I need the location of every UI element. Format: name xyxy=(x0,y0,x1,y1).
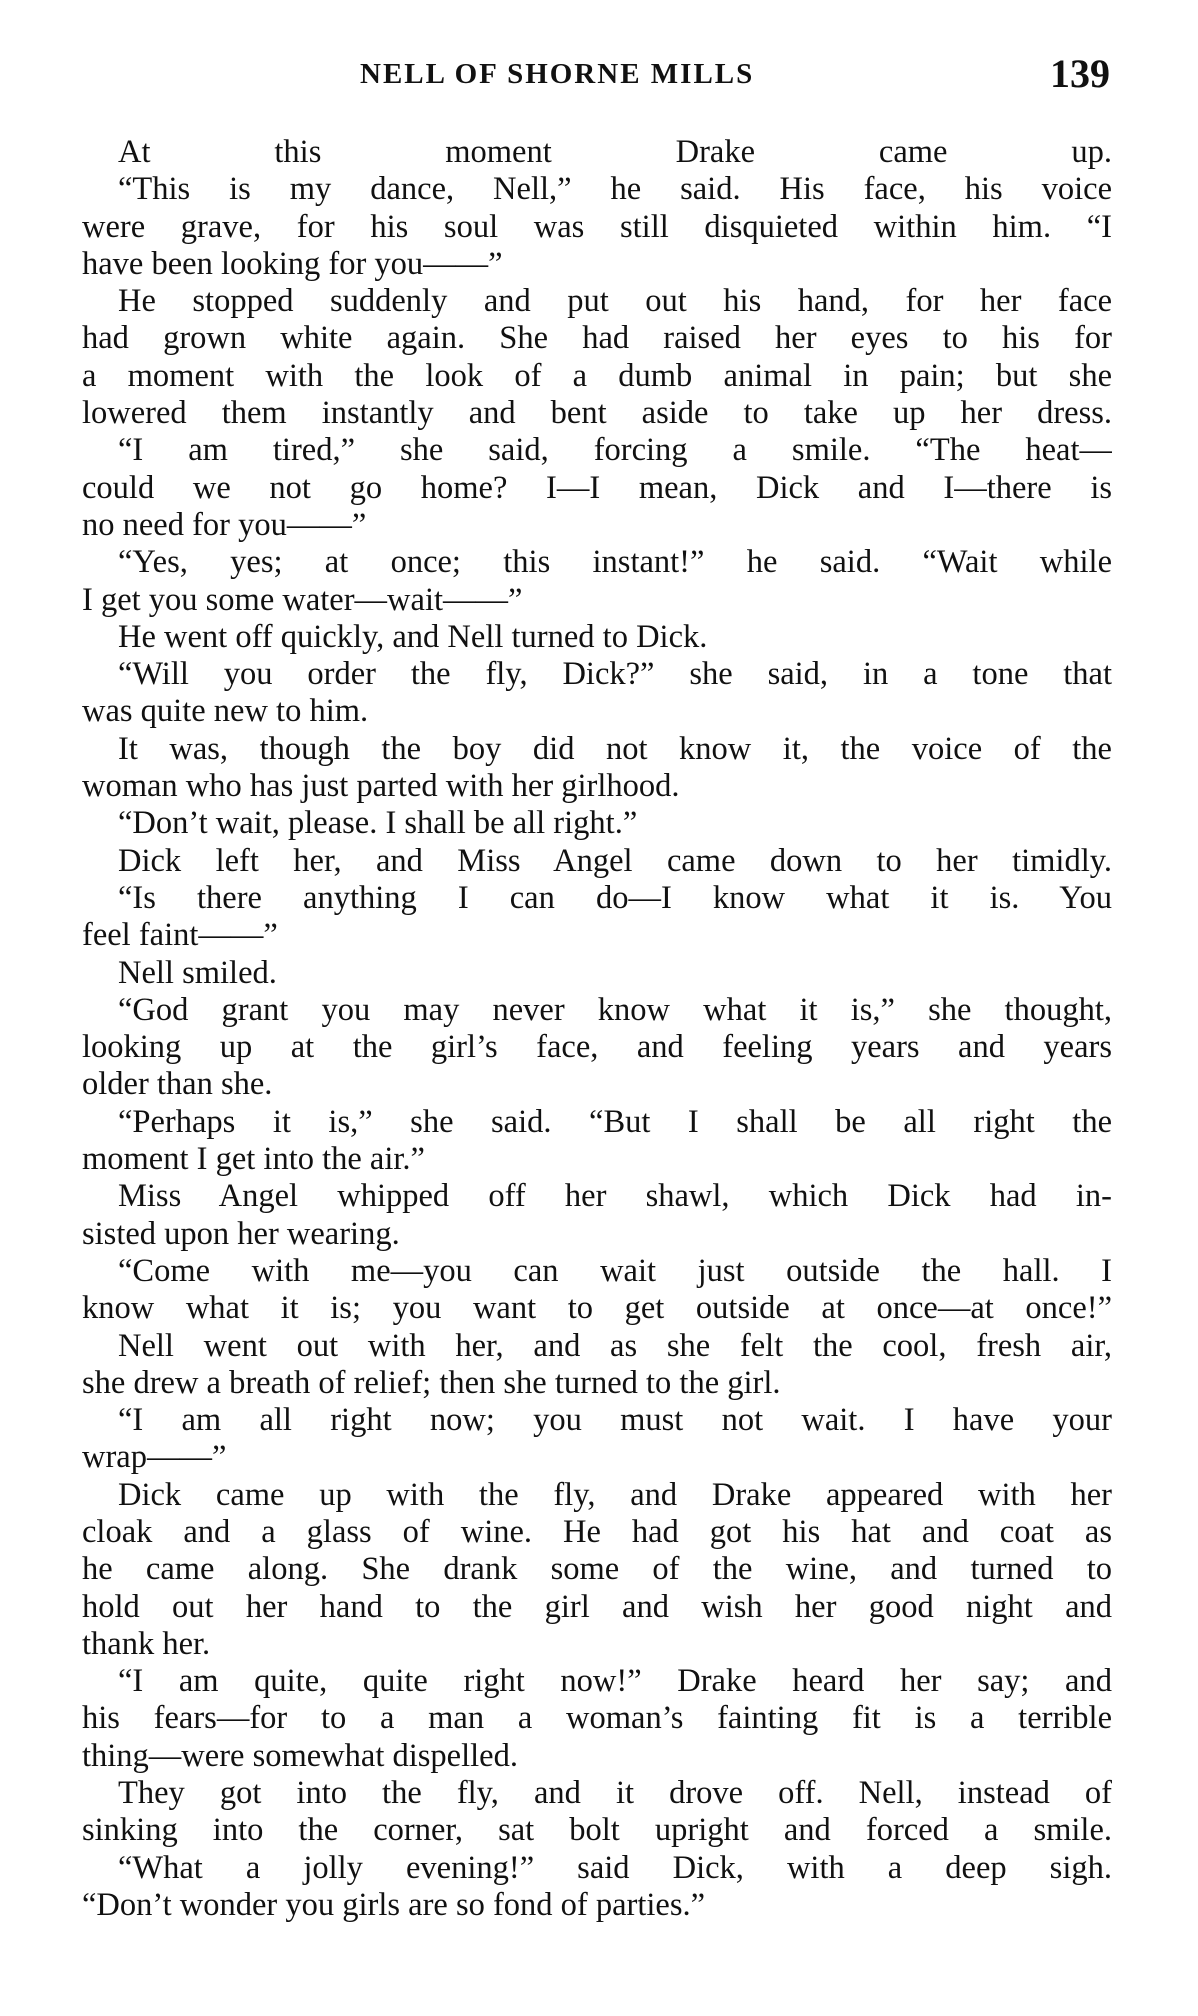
text-line: I get you some water—wait——” xyxy=(82,581,523,618)
text-line: she drew a breath of relief; then she turned to the girl. xyxy=(82,1364,781,1401)
text-line: Nell went out with her, and as she felt the cool, fresh air, xyxy=(118,1327,1112,1364)
text-line: woman who has just parted with her girlhood. xyxy=(82,768,680,805)
text-line: were grave, for his soul was still disquieted within him. “I xyxy=(82,208,1112,245)
text-line: It was, though the boy did not know it, the voice of the xyxy=(118,730,1112,767)
text-line: “Don’t wonder you girls are so fond of parties.” xyxy=(82,1886,706,1923)
text-line: “Come with me—you can wait just outside the hall. I xyxy=(118,1252,1112,1289)
text-line: He went off quickly, and Nell turned to Dick. xyxy=(118,618,708,655)
text-line: a moment with the look of a dumb animal in pain; but she xyxy=(82,357,1112,394)
text-line: have been looking for you——” xyxy=(82,245,503,282)
text-line: sinking into the corner, sat bolt upright and forced a smile. xyxy=(82,1812,1112,1849)
text-line: “Don’t wait, please. I shall be all right.” xyxy=(118,805,638,842)
text-line: “Perhaps it is,” she said. “But I shall be all right the xyxy=(118,1103,1112,1140)
text-line: Miss Angel whipped off her shawl, which Dick had in- xyxy=(118,1178,1112,1215)
text-line: could we not go home? I—I mean, Dick and I—there is xyxy=(82,469,1112,506)
text-line: thing—were somewhat dispelled. xyxy=(82,1737,518,1774)
text-line: They got into the fly, and it drove off. Nell, instead of xyxy=(118,1775,1112,1812)
running-title: NELL OF SHORNE MILLS xyxy=(360,58,755,90)
text-line: lowered them instantly and bent aside to take up her dress. xyxy=(82,395,1112,432)
text-line: “Yes, yes; at once; this instant!” he said. “Wait while xyxy=(118,544,1112,581)
text-line: wrap——” xyxy=(82,1439,227,1476)
text-line: “What a jolly evening!” said Dick, with a deep sigh. xyxy=(118,1849,1112,1886)
text-line: his fears—for to a man a woman’s fainting fit is a terrible xyxy=(82,1700,1112,1737)
text-line: no need for you——” xyxy=(82,506,367,543)
text-line: older than she. xyxy=(82,1066,273,1103)
text-line: feel faint——” xyxy=(82,917,278,954)
text-line: “Will you order the fly, Dick?” she said, in a tone that xyxy=(118,656,1112,693)
text-line: hold out her hand to the girl and wish her good night and xyxy=(82,1588,1112,1625)
text-line: had grown white again. She had raised her eyes to his for xyxy=(82,320,1112,357)
text-line: thank her. xyxy=(82,1625,211,1662)
text-line: Dick left her, and Miss Angel came down to her timidly. xyxy=(118,842,1112,879)
text-line: know what it is; you want to get outside at once—at once!” xyxy=(82,1290,1112,1327)
text-line: “I am tired,” she said, forcing a smile. “The heat— xyxy=(118,432,1112,469)
text-line: “This is my dance, Nell,” he said. His face, his voice xyxy=(118,171,1112,208)
text-line: he came along. She drank some of the wine, and turned to xyxy=(82,1551,1112,1588)
body-text xyxy=(82,134,1112,1994)
text-line: “I am quite, quite right now!” Drake heard her say; and xyxy=(118,1663,1112,1700)
text-line: “I am all right now; you must not wait. I have your xyxy=(118,1402,1112,1439)
text-line: At this moment Drake came up. xyxy=(118,134,1112,170)
page-number: 139 xyxy=(1050,51,1110,96)
text-line: moment I get into the air.” xyxy=(82,1141,425,1178)
text-line: He stopped suddenly and put out his hand, for her face xyxy=(118,283,1112,320)
text-line: was quite new to him. xyxy=(82,693,369,730)
text-line: Nell smiled. xyxy=(118,954,277,991)
text-line: “Is there anything I can do—I know what it is. You xyxy=(118,879,1112,916)
text-line: cloak and a glass of wine. He had got his hat and coat as xyxy=(82,1513,1112,1550)
running-head xyxy=(80,51,1120,108)
text-line: “God grant you may never know what it is,” she thought, xyxy=(118,991,1112,1028)
text-line: looking up at the girl’s face, and feeling years and years xyxy=(82,1029,1112,1066)
text-line: sisted upon her wearing. xyxy=(82,1215,400,1252)
text-line: Dick came up with the fly, and Drake appeared with her xyxy=(118,1476,1112,1513)
